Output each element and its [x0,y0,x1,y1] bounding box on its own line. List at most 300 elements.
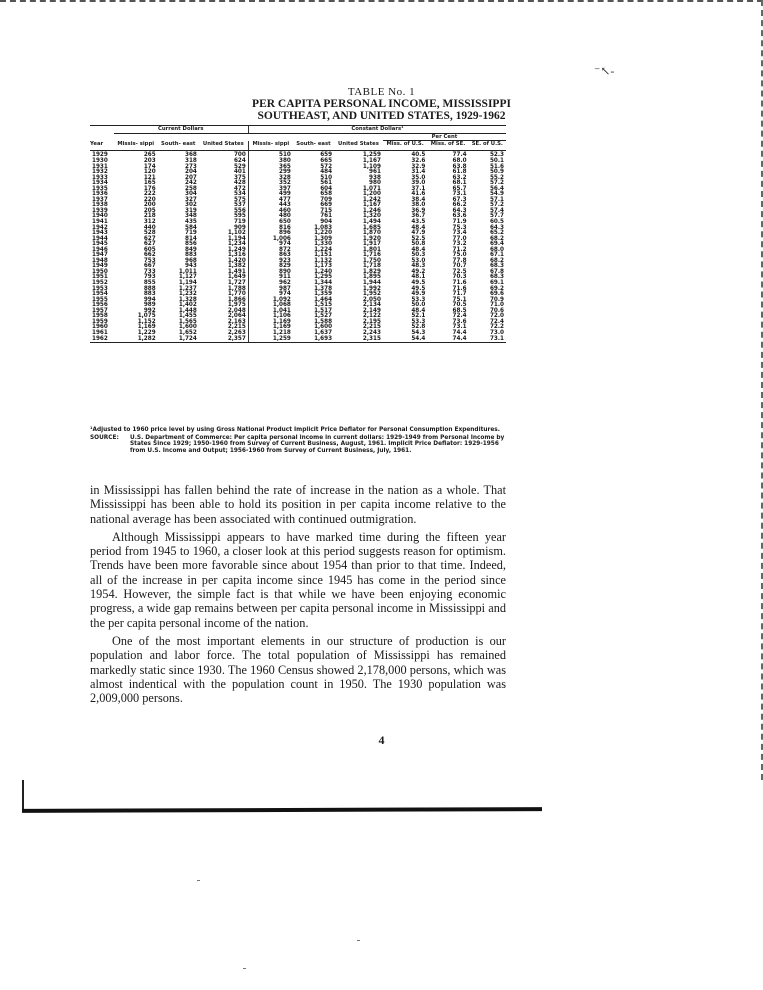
value-cell: 2,122 [362,313,381,320]
column-header: South- east [293,141,334,151]
year-cell: 1960 [92,324,108,331]
value-cell: 814 [184,235,197,242]
value-cell: 1,330 [314,241,333,248]
value-cell: 1,716 [362,252,381,259]
table-label: TABLE No. 1 [347,86,416,98]
year-cell: 1942 [92,224,108,231]
value-cell: 220 [143,196,156,203]
value-cell: 68.2 [489,235,504,242]
value-cell: 71.6 [452,285,467,292]
header-constant-dollars: Constant Dollars¹ [248,126,506,134]
value-cell: 1,770 [227,291,246,298]
value-cell: 1,218 [248,331,293,337]
value-cell: 829 [248,264,293,270]
value-cell: 327 [184,196,197,203]
value-cell: 943 [184,263,197,270]
value-cell: 1,194 [178,280,197,287]
table-title-line2: SOUTHEAST, AND UNITED STATES, 1929-1962 [257,110,506,122]
value-cell: 70.6 [489,307,504,314]
value-cell: 174 [143,163,156,170]
value-cell: 1,041 [248,309,293,315]
page-number: 4 [378,733,385,747]
value-cell: 48.4 [411,246,426,253]
value-cell: 1,200 [362,191,381,198]
value-cell: 54.4 [383,337,427,343]
year-cell: 1959 [92,318,108,325]
value-cell: 1,246 [362,207,381,214]
scan-speck [197,880,200,881]
value-cell: 1,075 [137,313,156,320]
value-cell: 222 [143,191,156,198]
value-cell: 77.0 [452,235,467,242]
value-cell: 312 [143,219,156,226]
value-cell: 1,448 [178,307,197,314]
value-cell: 1,895 [362,274,381,281]
value-cell: 380 [248,159,293,165]
value-cell: 1,106 [248,314,293,320]
value-cell: 68.5 [452,307,467,314]
paragraph-3: One of the most important elements in our structure of production is our population and labor force. The total population of Mississippi has remained markedly static since 1930. The 1960 Census showed 2,178,000 persons, which was almost indentical with the population count in 1950. The 1930 population was 2,009,000 persons. [90,633,506,706]
value-cell: 1,011 [178,268,197,275]
value-cell: 1,649 [227,274,246,281]
value-cell: 1,344 [314,280,333,287]
value-cell: 1,801 [362,246,381,253]
table-title-block [0,86,763,122]
value-cell: 68.3 [489,263,504,270]
value-cell: 319 [184,207,197,214]
value-cell: 1,359 [314,291,333,298]
value-cell: 1,328 [178,296,197,303]
value-cell: 401 [233,169,246,176]
value-cell: 204 [184,169,197,176]
value-cell: 994 [143,296,156,303]
value-cell: 883 [184,252,197,259]
value-cell: 1,491 [227,268,246,275]
value-cell: 816 [248,226,293,232]
value-cell: 121 [143,174,156,181]
year-cell: 1940 [92,213,108,220]
value-cell: 40.5 [411,152,426,159]
value-cell: 38.4 [411,196,426,203]
year-cell: 1931 [92,163,108,170]
year-cell: 1956 [92,302,108,309]
value-cell: 1,788 [227,285,246,292]
value-cell: 938 [369,174,381,181]
value-cell: 987 [248,287,293,293]
value-cell: 2,357 [199,337,248,343]
value-cell: 53.3 [411,318,426,325]
value-cell: 1,240 [314,268,333,275]
table-title-line1: PER CAPITA PERSONAL INCOME, MISSISSIPPI [252,98,511,110]
value-cell: 77.8 [452,257,467,264]
value-cell: 75.3 [452,224,467,231]
value-cell: 733 [143,268,156,275]
value-cell: 50.3 [411,252,426,259]
value-cell: 529 [233,163,246,170]
value-cell: 1,917 [362,241,381,248]
scan-speck [243,968,246,969]
value-cell: 32.6 [411,158,426,164]
value-cell: 2,263 [227,329,246,336]
year-cell: 1946 [92,246,108,253]
value-cell: 2,163 [227,318,246,325]
value-cell: 888 [143,285,156,292]
value-cell: 72.2 [489,324,504,331]
value-cell: 909 [233,224,246,231]
value-cell: 64.3 [452,207,467,214]
value-cell: 1,259 [248,337,293,343]
value-cell: 849 [184,246,197,253]
value-cell: 57.2 [489,202,504,209]
column-header: Year [90,141,114,151]
value-cell: 499 [248,192,293,198]
value-cell: 49.5 [411,285,426,292]
value-cell: 73.2 [452,241,467,248]
value-cell: 761 [320,213,333,220]
value-cell: 74.4 [427,337,468,343]
value-cell: 70.5 [452,302,467,309]
value-cell: 904 [320,219,333,226]
value-cell: 50.1 [489,158,504,164]
value-cell: 37.1 [411,185,426,192]
value-cell: 1,194 [227,235,246,242]
value-cell: 856 [184,241,197,248]
value-cell: 1,652 [178,329,197,336]
year-cell: 1962 [90,337,114,343]
source-text: U.S. Department of Commerce: Per capita personal income in current dollars: 1929-1949 from Personal Income by States Since 1929; 1950-1960 from Survey of Current Business, August, 1961. Implicit Price Deflator: 1929-1956 from U.S. Income and Output; 1956-1960 from Survey of Current Business, July, 1961. [130,434,505,454]
value-cell: 49.9 [411,291,426,298]
value-cell: 1,402 [178,302,197,309]
value-cell: 55.2 [489,174,504,181]
value-cell: 968 [184,257,197,264]
value-cell: 1,152 [137,318,156,325]
value-cell: 1,944 [362,280,381,287]
scan-speck [357,940,360,941]
footnote-adjustment: ¹Adjusted to 1960 price level by using Gross National Product Implicit Price Deflator for Personal Consumption Expenditures. [90,427,500,433]
value-cell: 1,006 [248,237,293,243]
column-header: United States [199,141,248,151]
value-cell: 510 [248,150,293,159]
value-cell: 38.0 [411,202,426,209]
value-cell: 2,195 [362,318,381,325]
value-cell: 56.4 [489,185,504,192]
value-cell: 69.6 [489,291,504,298]
value-cell: 604 [320,185,333,192]
value-cell: 72.5 [452,268,467,275]
value-cell: 35.0 [411,174,426,181]
year-cell: 1957 [92,307,108,314]
value-cell: 1,727 [227,280,246,287]
value-cell: 1,167 [362,158,381,164]
value-cell: 71.6 [452,280,467,287]
value-cell: 71.7 [452,291,467,298]
value-cell: 1,083 [314,224,333,231]
value-cell: 974 [248,292,293,298]
value-cell: 57.2 [489,180,504,187]
value-cell: 265 [143,152,156,159]
year-cell: 1929 [92,152,108,159]
value-cell: 69.2 [489,285,504,292]
value-cell: 50.8 [411,241,426,248]
value-cell: 1,071 [362,185,381,192]
value-cell: 52.3 [489,152,504,159]
value-cell: 2,134 [362,302,381,309]
value-cell: 1,132 [314,257,333,264]
header-blank [90,126,114,134]
value-cell: 440 [143,224,156,231]
value-cell: 53.3 [411,296,426,303]
value-cell: 48.3 [411,263,426,270]
year-cell: 1935 [92,185,108,192]
value-cell: 872 [248,248,293,254]
value-cell: 1,527 [314,313,333,320]
value-cell: 71.0 [489,302,504,309]
value-cell: 1,092 [248,298,293,304]
scan-top-edge [0,0,763,5]
value-cell: 64.3 [489,224,504,231]
value-cell: 980 [369,180,381,187]
value-cell: 73.0 [489,329,504,336]
value-cell: 49.2 [411,268,426,275]
source-note [90,435,506,455]
year-cell: 1961 [92,329,108,336]
value-cell: 1,259 [362,152,381,159]
value-cell: 855 [143,280,156,287]
value-cell: 1,455 [178,313,197,320]
value-cell: 68.0 [489,246,504,253]
value-cell: 318 [184,158,197,164]
value-cell: 75.0 [452,252,467,259]
value-cell: 54.9 [489,191,504,198]
value-cell: 1,320 [362,213,381,220]
value-cell: 67.3 [452,196,467,203]
year-cell: 1953 [92,285,108,292]
value-cell: 39.0 [411,180,426,187]
year-cell: 1952 [92,280,108,287]
value-cell: 1,718 [362,263,381,270]
value-cell: 69.4 [489,241,504,248]
value-cell: 1,167 [362,202,381,209]
value-cell: 662 [143,252,156,259]
year-cell: 1948 [92,257,108,264]
value-cell: 1,295 [314,274,333,281]
source-label: SOURCE: [90,434,119,441]
value-cell: 73.1 [469,337,506,343]
value-cell: 1,992 [362,285,381,292]
value-cell: 627 [143,241,156,248]
value-cell: 1,224 [314,246,333,253]
year-cell: 1939 [92,207,108,214]
value-cell: 435 [184,219,197,226]
value-cell: 218 [143,213,156,220]
body-text [90,483,506,709]
column-header: United States [334,141,383,151]
column-header: Miss. of SE. [427,141,468,151]
per-capita-income-table [90,125,506,343]
value-cell: 120 [143,169,156,176]
year-cell: 1937 [92,196,108,203]
value-cell: 1,151 [314,252,333,259]
value-cell: 962 [248,281,293,287]
value-cell: 71.2 [452,246,467,253]
value-cell: 1,220 [314,230,333,237]
value-cell: 1,494 [362,219,381,226]
column-header: South- east [158,141,199,151]
value-cell: 57.1 [489,196,504,203]
value-cell: 70.3 [452,274,467,281]
value-cell: 1,829 [362,268,381,275]
value-cell: 1,316 [227,252,246,259]
table-footnotes [90,427,506,454]
value-cell: 57.4 [489,207,504,214]
value-cell: 48.4 [411,307,426,314]
value-cell: 1,588 [314,318,333,325]
value-cell: 41.6 [411,191,426,198]
value-cell: 989 [143,302,156,309]
value-cell: 896 [248,231,293,237]
column-header: Missis- sippi [248,141,293,151]
value-cell: 348 [184,213,197,220]
value-cell: 74.4 [452,329,467,336]
value-cell: 537 [233,202,246,209]
scan-corner-mark: ⁻↖- [594,64,615,78]
value-cell: 1,517 [314,307,333,314]
value-cell: 352 [248,181,293,187]
value-cell: 2,315 [334,337,383,343]
value-cell: 1,975 [227,302,246,309]
year-cell: 1943 [92,230,108,237]
value-cell: 75.1 [452,296,467,303]
value-cell: 428 [233,180,246,187]
value-cell: 36.7 [411,213,426,220]
value-cell: 365 [248,165,293,171]
value-cell: 890 [248,270,293,276]
value-cell: 68.3 [489,274,504,281]
value-cell: 572 [320,163,333,170]
value-cell: 1,237 [178,285,197,292]
value-cell: 242 [184,180,197,187]
value-cell: 911 [248,275,293,281]
year-cell: 1958 [92,313,108,320]
year-cell: 1933 [92,174,108,181]
value-cell: 1,952 [362,291,381,298]
value-cell: 31.4 [411,169,426,176]
value-cell: 1,515 [314,302,333,309]
year-cell: 1930 [92,158,108,164]
value-cell: 1,600 [178,324,197,331]
table-row [90,337,506,343]
value-cell: 863 [248,253,293,259]
year-cell: 1947 [92,252,108,259]
value-cell: 63.6 [452,213,467,220]
value-cell: 753 [143,257,156,264]
column-header: SE. of U.S. [469,141,506,151]
value-cell: 1,068 [248,303,293,309]
value-cell: 1,249 [227,246,246,253]
value-cell: 595 [233,213,246,220]
value-cell: 72.4 [489,318,504,325]
year-cell: 1949 [92,263,108,270]
value-cell: 2,050 [362,296,381,303]
value-cell: 258 [184,185,197,192]
value-cell: 1,724 [158,337,199,343]
value-cell: 36.9 [411,207,426,214]
value-cell: 70.7 [452,263,467,270]
value-cell: 719 [233,219,246,226]
value-cell: 669 [320,202,333,209]
value-cell: 624 [233,158,246,164]
value-cell: 304 [184,191,197,198]
value-cell: 1,565 [178,318,197,325]
value-cell: 665 [320,158,333,164]
value-cell: 273 [184,163,197,170]
value-cell: 2,243 [362,329,381,336]
value-cell: 72.4 [452,313,467,320]
value-cell: 368 [184,152,197,159]
value-cell: 65.7 [452,185,467,192]
value-cell: 50.9 [489,169,504,176]
header-current-dollars: Current Dollars [114,126,249,134]
value-cell: 1,750 [362,257,381,264]
value-cell: 1,169 [137,324,156,331]
value-cell: 73.1 [452,191,467,198]
value-cell: 43.5 [411,219,426,226]
value-cell: 205 [143,207,156,214]
value-cell: 70.9 [489,296,504,303]
value-cell: 207 [184,174,197,181]
value-cell: 1,109 [362,163,381,170]
year-cell: 1951 [92,274,108,281]
value-cell: 1,685 [362,224,381,231]
year-cell: 1955 [92,296,108,303]
value-cell: 52.8 [411,324,426,331]
value-cell: 49.5 [411,280,426,287]
value-cell: 63.2 [452,174,467,181]
scan-bottom-rule [22,807,542,813]
value-cell: 605 [143,246,156,253]
value-cell: 1,378 [314,285,333,292]
value-cell: 1,866 [227,296,246,303]
value-cell: 1,102 [227,230,246,237]
value-cell: 328 [248,176,293,182]
value-cell: 1,382 [227,263,246,270]
value-cell: 1,464 [314,296,333,303]
value-cell: 974 [248,242,293,248]
value-cell: 477 [248,198,293,204]
value-cell: 52.5 [411,235,426,242]
value-cell: 1,242 [362,196,381,203]
value-cell: 68.0 [452,158,467,164]
value-cell: 2,149 [362,307,381,314]
value-cell: 700 [233,152,246,159]
value-cell: 67.1 [489,252,504,259]
value-cell: 32.9 [411,163,426,170]
value-cell: 397 [248,187,293,193]
value-cell: 68.1 [452,180,467,187]
value-cell: 77.4 [452,152,467,159]
value-cell: 200 [143,202,156,209]
year-cell: 1954 [92,291,108,298]
year-cell: 1932 [92,169,108,176]
header-per-cent: Per Cent [383,133,506,141]
scan-left-rule [22,780,24,812]
value-cell: 50.0 [411,302,426,309]
value-cell: 460 [248,209,293,215]
value-cell: 48.1 [411,274,426,281]
value-cell: 165 [143,180,156,187]
value-cell: 534 [233,191,246,198]
value-cell: 57.7 [489,213,504,220]
